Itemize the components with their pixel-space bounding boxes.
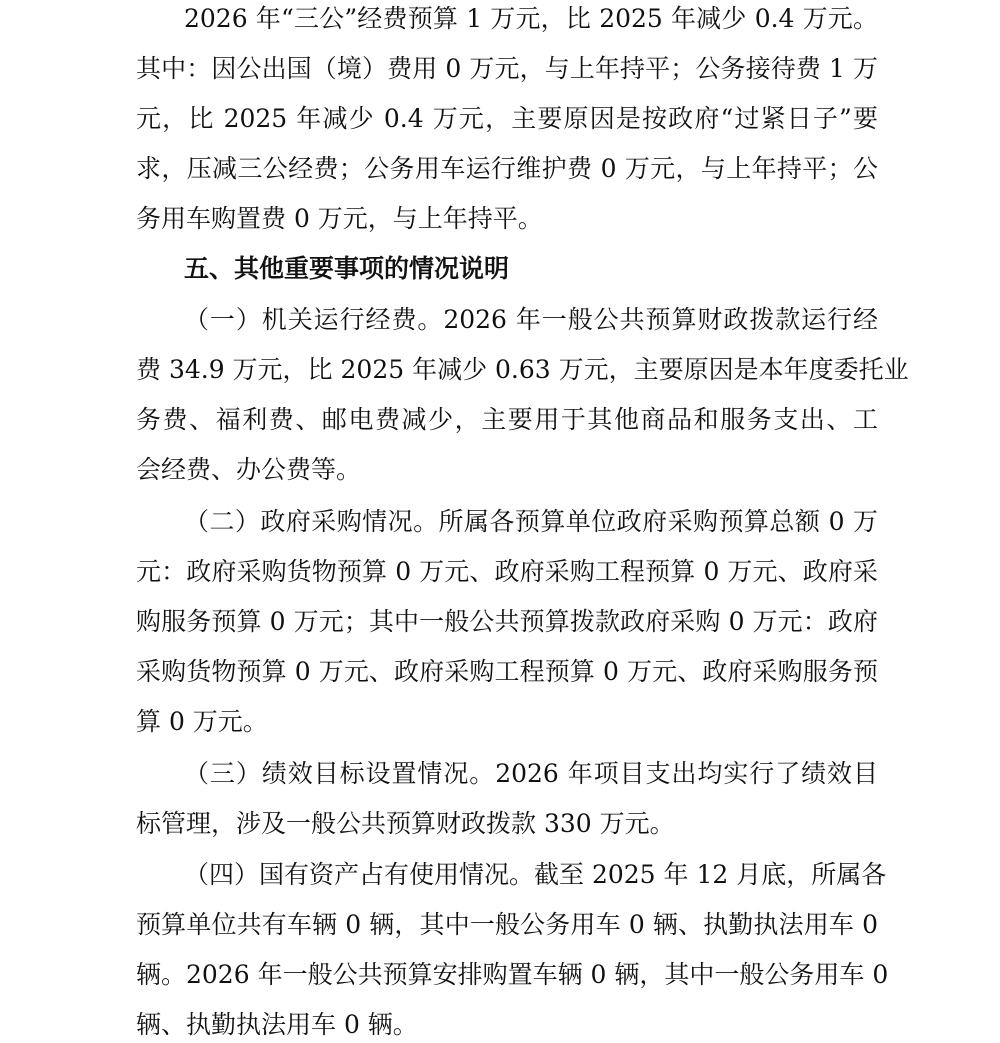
text-line: 2026 年“三公”经费预算 1 万元，比 2025 年减少 0.4 万元。 — [184, 4, 878, 33]
text-line: 费 34.9 万元，比 2025 年减少 0.63 万元，主要原因是本年度委托业 — [136, 355, 909, 384]
text-line: （三）绩效目标设置情况。2026 年项目支出均实行了绩效目 — [184, 759, 878, 788]
text-line: 辆、执勤执法用车 0 辆。 — [136, 1010, 418, 1039]
text-line: 会经费、办公费等。 — [136, 455, 362, 484]
text-line: 算 0 万元。 — [136, 707, 268, 736]
section-heading: 五、其他重要事项的情况说明 — [184, 254, 510, 283]
text-line: 采购货物预算 0 万元、政府采购工程预算 0 万元、政府采购服务预 — [136, 657, 878, 686]
text-line: 求，压减三公经费；公务用车运行维护费 0 万元，与上年持平；公 — [136, 154, 878, 183]
text-line: 购服务预算 0 万元；其中一般公共预算拨款政府采购 0 万元：政府 — [136, 607, 878, 636]
text-line: （一）机关运行经费。2026 年一般公共预算财政拨款运行经 — [184, 305, 878, 334]
text-line: 其中：因公出国（境）费用 0 万元，与上年持平；公务接待费 1 万 — [136, 54, 878, 83]
text-line: 元，比 2025 年减少 0.4 万元，主要原因是按政府“过紧日子”要 — [136, 104, 878, 133]
text-line: （二）政府采购情况。所属各预算单位政府采购预算总额 0 万 — [184, 507, 878, 536]
text-line: 辆。2026 年一般公共预算安排购置车辆 0 辆，其中一般公务用车 0 — [136, 960, 889, 989]
text-line: 务费、福利费、邮电费减少，主要用于其他商品和服务支出、工 — [136, 405, 878, 434]
text-line: 预算单位共有车辆 0 辆，其中一般公务用车 0 辆、执勤执法用车 0 — [136, 910, 878, 939]
text-line: （四）国有资产占有使用情况。截至 2025 年 12 月底，所属各 — [184, 860, 887, 889]
text-line: 元：政府采购货物预算 0 万元、政府采购工程预算 0 万元、政府采 — [136, 557, 878, 586]
text-line: 标管理，涉及一般公共预算财政拨款 330 万元。 — [136, 809, 675, 838]
text-line: 务用车购置费 0 万元，与上年持平。 — [136, 204, 543, 233]
